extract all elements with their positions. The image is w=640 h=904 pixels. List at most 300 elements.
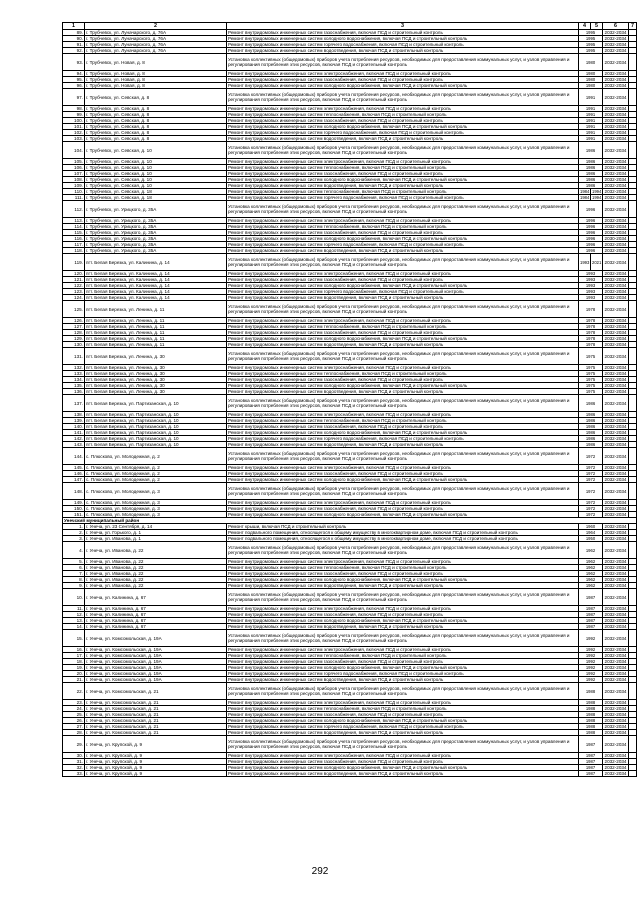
row-work-type: Ремонт внутридомовых инженерных систем горячего водоснабжения, включая ПСД и строительный контроль bbox=[227, 289, 579, 295]
row-address: пгт. Белая Березка, ул. Калинина, д. 14 bbox=[85, 271, 227, 277]
row-work-type: Ремонт внутридомовых инженерных систем газоснабжения, включая ПСД и строительный контроль bbox=[227, 330, 579, 336]
row-period: 2032-2034 bbox=[603, 730, 629, 736]
row-address: г. Унеча, ул. Калинина, д. 67 bbox=[85, 618, 227, 624]
row-work-type: Ремонт внутридомовых инженерных систем электроснабжения, включая ПСД и строительный контроль bbox=[227, 71, 579, 77]
row-number: 118. bbox=[63, 248, 85, 254]
row-number: 151. bbox=[63, 512, 85, 518]
row-address: с. Плюсково, ул. Молодежная, д. 3 bbox=[85, 512, 227, 518]
row-period: 2032-2034 bbox=[603, 612, 629, 618]
row-number: 33. bbox=[63, 771, 85, 777]
row-period: 2032-2034 bbox=[603, 283, 629, 289]
table-row bbox=[63, 542, 637, 559]
row-work-type: Ремонт внутридомовых инженерных систем теплоснабжения, включая ПСД и строительный контроль bbox=[227, 165, 579, 171]
row-address: с. Плюсково, ул. Молодежная, д. 2 bbox=[85, 465, 227, 471]
row-year: 1992 bbox=[579, 659, 603, 665]
row-number: 130. bbox=[63, 342, 85, 348]
row-work-type: Ремонт внутридомовых инженерных систем теплоснабжения, включая ПСД и строительный контроль bbox=[227, 418, 579, 424]
row-number: 111. bbox=[63, 195, 85, 201]
row-year: 1972 bbox=[579, 471, 603, 477]
row-period: 2032-2034 bbox=[603, 571, 629, 577]
row-period: 2032-2034 bbox=[603, 683, 629, 700]
row-year: 1996 bbox=[579, 236, 603, 242]
row-year: 1980 bbox=[579, 83, 603, 89]
row-year: 1972 bbox=[579, 448, 603, 465]
row-period: 2032-2034 bbox=[603, 565, 629, 571]
row-period: 2032-2034 bbox=[603, 165, 629, 171]
row-period: 2032-2034 bbox=[603, 112, 629, 118]
row-work-type: Ремонт внутридомовых инженерных систем газоснабжения, включая ПСД и строительный контроль bbox=[227, 77, 579, 83]
row-work-type: Ремонт внутридомовых инженерных систем теплоснабжения, включая ПСД и строительный контроль bbox=[227, 224, 579, 230]
document-sheet bbox=[62, 22, 636, 777]
row-address: г. Трубчевск, ул. Луначарского, д. 76А bbox=[85, 30, 227, 36]
row-work-type: Установка коллективных (общедомовых) приборов учета потребления ресурсов, необходимых для предоставления коммунальных услуг, и узлов управления и регулирования потребления этих ресурсов, включая ПСД и строительный контроль bbox=[227, 589, 579, 606]
row-number: 26. bbox=[63, 718, 85, 724]
row-work-type: Ремонт внутридомовых инженерных систем газоснабжения, включая ПСД и строительный контроль bbox=[227, 759, 579, 765]
row-year: 1988 bbox=[579, 683, 603, 700]
row-period: 2032-2034 bbox=[603, 106, 629, 112]
row-year: 1992 bbox=[579, 671, 603, 677]
row-period: 2032-2034 bbox=[603, 559, 629, 565]
row-work-type: Установка коллективных (общедомовых) приборов учета потребления ресурсов, необходимых для предоставления коммунальных услуг, и узлов управления и регулирования потребления этих ресурсов, включая ПСД и строительный контроль bbox=[227, 348, 579, 365]
row-number: 100. bbox=[63, 118, 85, 124]
table-row bbox=[63, 589, 637, 606]
header-row bbox=[63, 23, 637, 30]
row-number: 135. bbox=[63, 383, 85, 389]
row-year: 1950 bbox=[579, 536, 603, 542]
row-work-type: Ремонт внутридомовых инженерных систем теплоснабжения, включая ПСД и строительный контроль bbox=[227, 189, 579, 195]
row-address: г. Унеча, ул. Комсомольская, д. 19А bbox=[85, 653, 227, 659]
header-col-1: 1 bbox=[63, 23, 85, 30]
table-row bbox=[63, 89, 637, 106]
row-period: 2032-2034 bbox=[603, 724, 629, 730]
row-address: г. Трубчевск, ул. Севская, д. 10 bbox=[85, 142, 227, 159]
row-address: пгт. Белая Березка, ул. Ленина, д. 30 bbox=[85, 348, 227, 365]
row-address: г. Трубчевск, ул. Новая, д. 8 bbox=[85, 83, 227, 89]
row-work-type: Ремонт внутридомовых инженерных систем водоотведения, включая ПСД и строительный контроль bbox=[227, 136, 579, 142]
row-number: 4. bbox=[63, 542, 85, 559]
row-year: 1988 bbox=[579, 724, 603, 730]
row-period: 2032-2034 bbox=[603, 530, 629, 536]
row-year: 1993 bbox=[579, 254, 591, 271]
row-number: 18. bbox=[63, 659, 85, 665]
row-number: 31. bbox=[63, 759, 85, 765]
row-year: 1992 bbox=[579, 665, 603, 671]
row-year: 1984 bbox=[580, 195, 590, 200]
row-period: 2032-2034 bbox=[603, 171, 629, 177]
row-year: 1992 bbox=[579, 677, 603, 683]
row-year: 1996 bbox=[579, 242, 603, 248]
row-number: 93. bbox=[63, 54, 85, 71]
row-number: 20. bbox=[63, 671, 85, 677]
row-address: г. Трубчевск, ул. Луначарского, д. 76А bbox=[85, 48, 227, 54]
row-number: 120. bbox=[63, 271, 85, 277]
row-period: 2032-2034 bbox=[603, 736, 629, 753]
row-year: 1991 bbox=[579, 112, 603, 118]
row-work-type: Установка коллективных (общедомовых) приборов учета потребления ресурсов, необходимых для предоставления коммунальных услуг, и узлов управления и регулирования потребления этих ресурсов, включая ПСД и строительный контроль bbox=[227, 142, 579, 159]
row-period: 2032-2034 bbox=[603, 54, 629, 71]
row-address: пгт. Белая Березка, ул. Калинина, д. 14 bbox=[85, 277, 227, 283]
row-work-type: Ремонт внутридомовых инженерных систем холодного водоснабжения, включая ПСД и строительный контроль bbox=[227, 177, 579, 183]
row-work-type: Ремонт внутридомовых инженерных систем холодного водоснабжения, включая ПСД и строительный контроль bbox=[227, 236, 579, 242]
row-work-type: Ремонт внутридомовых инженерных систем водоотведения, включая ПСД и строительный контроль bbox=[227, 183, 579, 189]
row-address: пгт. Белая Березка, ул. Партизанская, д. 10 bbox=[85, 418, 227, 424]
row-period: 2032-2034 bbox=[603, 577, 629, 583]
row-year: 1986 bbox=[579, 177, 603, 183]
row-address: пгт. Белая Березка, ул. Ленина, д. 30 bbox=[85, 383, 227, 389]
row-year: 1972 bbox=[579, 477, 603, 483]
row-year: 1986 bbox=[579, 412, 603, 418]
row-work-type: Ремонт внутридомовых инженерных систем холодного водоснабжения, включая ПСД и строительный контроль bbox=[227, 577, 579, 583]
row-year: 1991 bbox=[579, 89, 603, 106]
header-col-2: 2 bbox=[85, 23, 227, 30]
row-extra bbox=[629, 542, 637, 559]
row-address: г. Трубчевск, ул. Севская, д. 8 bbox=[85, 118, 227, 124]
row-year: 1975 bbox=[579, 389, 603, 395]
row-year: 1987 bbox=[579, 618, 603, 624]
row-year: 1992 bbox=[579, 647, 603, 653]
row-period: 2032-2034 bbox=[603, 647, 629, 653]
row-number: 2. bbox=[63, 530, 85, 536]
row-number: 116. bbox=[63, 236, 85, 242]
row-year: 1993 bbox=[579, 283, 603, 289]
row-address: г. Унеча, ул. Иванова, д. 22 bbox=[85, 577, 227, 583]
row-period: 2032-2034 bbox=[603, 324, 629, 330]
row-period: 2032-2034 bbox=[603, 295, 629, 301]
row-work-type: Ремонт внутридомовых инженерных систем водоотведения, включая ПСД и строительный контроль bbox=[227, 442, 579, 448]
row-number: 110. bbox=[63, 189, 85, 195]
row-address: пгт. Белая Березка, ул. Ленина, д. 11 bbox=[85, 318, 227, 324]
table-row bbox=[63, 771, 637, 777]
row-extra bbox=[629, 683, 637, 700]
row-period: 2032-2034 bbox=[603, 336, 629, 342]
row-work-type: Ремонт внутридомовых инженерных систем водоотведения, включая ПСД и строительный контроль bbox=[227, 295, 579, 301]
header-col-4: 4 bbox=[579, 23, 591, 30]
row-period: 2032-2034 bbox=[603, 706, 629, 712]
row-period: 2032-2034 bbox=[603, 130, 629, 136]
row-work-type: Ремонт внутридомовых инженерных систем водоотведения, включая ПСД и строительный контроль bbox=[227, 48, 579, 54]
row-number: 137. bbox=[63, 395, 85, 412]
row-address: г. Трубчевск, ул. Севская, д. 8 bbox=[85, 136, 227, 142]
row-work-type: Ремонт внутридомовых инженерных систем водоотведения, включая ПСД и строительный контроль bbox=[227, 342, 579, 348]
row-number: 101. bbox=[63, 124, 85, 130]
row-address: пгт. Белая Березка, ул. Ленина, д. 11 bbox=[85, 342, 227, 348]
row-year: 1984 bbox=[580, 189, 590, 194]
row-address: с. Плюсково, ул. Молодежная, д. 3 bbox=[85, 483, 227, 500]
row-year: 1995 bbox=[579, 30, 603, 36]
row-work-type: Установка коллективных (общедомовых) приборов учета потребления ресурсов, необходимых для предоставления коммунальных услуг, и узлов управления и регулирования потребления этих ресурсов, включая ПСД и строительный контроль bbox=[227, 89, 579, 106]
row-work-type: Ремонт подвального помещения, относящегося к общему имуществу в многоквартирном доме, включая ПСД и строительный контроль bbox=[227, 530, 579, 536]
row-number: 129. bbox=[63, 336, 85, 342]
row-period: 2032-2034 bbox=[603, 659, 629, 665]
row-period: 2032-2034 bbox=[603, 89, 629, 106]
row-address: г. Трубчевск, ул. Новая, д. 8 bbox=[85, 71, 227, 77]
row-year: 1987 bbox=[579, 765, 603, 771]
row-number: 140. bbox=[63, 424, 85, 430]
row-period: 2032-2034 bbox=[603, 83, 629, 89]
row-period: 2032-2034 bbox=[603, 606, 629, 612]
row-address: г. Унеча, ул. Иванова, д. 22 bbox=[85, 542, 227, 559]
capital-repair-table bbox=[62, 22, 637, 777]
row-year: 1987 bbox=[579, 736, 603, 753]
row-work-type: Ремонт внутридомовых инженерных систем холодного водоснабжения, включая ПСД и строительный контроль bbox=[227, 83, 579, 89]
row-address: с. Плюсково, ул. Молодежная, д. 3 bbox=[85, 506, 227, 512]
row-number: 89. bbox=[63, 30, 85, 36]
row-number: 105. bbox=[63, 159, 85, 165]
row-period: 2032-2034 bbox=[603, 589, 629, 606]
row-address: г. Трубчевск, ул. Севская, д. 18 bbox=[85, 195, 227, 201]
row-number: 3. bbox=[63, 536, 85, 542]
row-work-type: Ремонт внутридомовых инженерных систем холодного водоснабжения, включая ПСД и строительный контроль bbox=[227, 618, 579, 624]
row-year: 1996 bbox=[579, 248, 603, 254]
row-year: 1988 bbox=[579, 730, 603, 736]
row-extra bbox=[629, 589, 637, 606]
row-work-type: Ремонт крыши, включая ПСД и строительный контроль bbox=[227, 524, 579, 530]
row-address: г. Унеча, ул. Комсомольская, д. 21 bbox=[85, 724, 227, 730]
row-year: 1975 bbox=[579, 365, 603, 371]
row-number: 145. bbox=[63, 465, 85, 471]
row-period: 2032-2034 bbox=[603, 118, 629, 124]
row-work-type: Ремонт внутридомовых инженерных систем электроснабжения, включая ПСД и строительный контроль bbox=[227, 365, 579, 371]
row-period: 2032-2034 bbox=[603, 389, 629, 395]
row-period: 2032-2034 bbox=[603, 483, 629, 500]
row-work-type: Ремонт внутридомовых инженерных систем холодного водоснабжения, включая ПСД и строительный контроль bbox=[227, 124, 579, 130]
row-period: 2032-2034 bbox=[603, 201, 629, 218]
row-number: 99. bbox=[63, 112, 85, 118]
row-work-type: Ремонт подвального помещения, относящегося к общему имуществу в многоквартирном доме, включая ПСД и строительный контроль bbox=[227, 536, 579, 542]
row-extra bbox=[629, 54, 637, 71]
row-address: с. Плюсково, ул. Молодежная, д. 2 bbox=[85, 448, 227, 465]
row-address: г. Трубчевск, ул. Севская, д. 10 bbox=[85, 159, 227, 165]
row-address: пгт. Белая Березка, ул. Ленина, д. 30 bbox=[85, 371, 227, 377]
row-address: г. Трубчевск, ул. Луначарского, д. 76А bbox=[85, 42, 227, 48]
row-period: 2032-2034 bbox=[603, 771, 629, 777]
row-year: 1987 bbox=[579, 589, 603, 606]
row-work-type: Ремонт внутридомовых инженерных систем водоотведения, включая ПСД и строительный контроль bbox=[227, 771, 579, 777]
row-number: 126. bbox=[63, 318, 85, 324]
row-year: 1995 bbox=[579, 48, 603, 54]
row-number: 23. bbox=[63, 700, 85, 706]
row-work-type: Ремонт внутридомовых инженерных систем холодного водоснабжения, включая ПСД и строительный контроль bbox=[227, 430, 579, 436]
row-period: 2032-2034 bbox=[603, 536, 629, 542]
row-period: 2032-2034 bbox=[603, 42, 629, 48]
row-address: пгт. Белая Березка, ул. Партизанская, д. 10 bbox=[85, 442, 227, 448]
row-year: 1988 bbox=[579, 712, 603, 718]
row-year-secondary: 2021 bbox=[591, 254, 603, 271]
row-number: 147. bbox=[63, 477, 85, 483]
row-address: пгт. Белая Березка, ул. Партизанская, д. 10 bbox=[85, 436, 227, 442]
row-address: г. Трубчевск, ул. Урицкого, д. 35А bbox=[85, 242, 227, 248]
row-extra bbox=[629, 395, 637, 412]
row-work-type: Установка коллективных (общедомовых) приборов учета потребления ресурсов, необходимых для предоставления коммунальных услуг, и узлов управления и регулирования потребления этих ресурсов, включая ПСД и строительный контроль bbox=[227, 483, 579, 500]
row-year: 1991 bbox=[579, 106, 603, 112]
row-address: г. Трубчевск, ул. Севская, д. 10 bbox=[85, 171, 227, 177]
row-period: 2032-2034 bbox=[603, 424, 629, 430]
row-address: г. Унеча, ул. Комсомольская, д. 19А bbox=[85, 671, 227, 677]
row-year: 1978 bbox=[579, 330, 603, 336]
row-work-type: Ремонт внутридомовых инженерных систем теплоснабжения, включая ПСД и строительный контроль bbox=[227, 565, 579, 571]
row-extra bbox=[629, 301, 637, 318]
row-work-type: Ремонт внутридомовых инженерных систем электроснабжения, включая ПСД и строительный контроль bbox=[227, 106, 579, 112]
row-work-type: Установка коллективных (общедомовых) приборов учета потребления ресурсов, необходимых для предоставления коммунальных услуг, и узлов управления и регулирования потребления этих ресурсов, включая ПСД и строительный контроль bbox=[227, 54, 579, 71]
row-address: г. Трубчевск, ул. Урицкого, д. 35А bbox=[85, 218, 227, 224]
table-row bbox=[63, 201, 637, 218]
row-period: 2032-2034 bbox=[603, 653, 629, 659]
row-year: 1972 bbox=[579, 465, 603, 471]
table-row bbox=[63, 736, 637, 753]
row-period: 2032-2034 bbox=[603, 542, 629, 559]
row-work-type: Ремонт внутридомовых инженерных систем горячего водоснабжения, включая ПСД и строительный контроль bbox=[227, 671, 579, 677]
row-work-type: Ремонт внутридомовых инженерных систем водоотведения, включая ПСД и строительный контроль bbox=[227, 624, 579, 630]
row-period: 2032-2034 bbox=[603, 512, 629, 518]
row-number: 122. bbox=[63, 283, 85, 289]
row-number: 112. bbox=[63, 201, 85, 218]
row-period: 2032-2034 bbox=[603, 36, 629, 42]
section-title: Унечский муниципальный район bbox=[63, 518, 637, 524]
row-work-type: Ремонт внутридомовых инженерных систем электроснабжения, включая ПСД и строительный контроль bbox=[227, 271, 579, 277]
row-period: 2032-2034 bbox=[603, 712, 629, 718]
row-address: пгт. Белая Березка, ул. Ленина, д. 11 bbox=[85, 324, 227, 330]
row-extra bbox=[629, 254, 637, 271]
row-number: 142. bbox=[63, 436, 85, 442]
row-work-type: Ремонт внутридомовых инженерных систем газоснабжения, включая ПСД и строительный контроль bbox=[227, 571, 579, 577]
row-number: 92. bbox=[63, 48, 85, 54]
row-number: 119. bbox=[63, 254, 85, 271]
row-number: 98. bbox=[63, 106, 85, 112]
row-year: 1978 bbox=[579, 301, 603, 318]
row-work-type: Ремонт внутридомовых инженерных систем газоснабжения, включая ПСД и строительный контроль bbox=[227, 659, 579, 665]
row-address: г. Трубчевск, ул. Новая, д. 8 bbox=[85, 54, 227, 71]
row-number: 8. bbox=[63, 577, 85, 583]
row-address: пгт. Белая Березка, ул. Партизанская, д. 10 bbox=[85, 430, 227, 436]
row-period: 2032-2034 bbox=[603, 365, 629, 371]
row-period: 2032-2034 bbox=[603, 624, 629, 630]
row-period: 2032-2034 bbox=[603, 342, 629, 348]
row-number: 109. bbox=[63, 183, 85, 189]
row-extra bbox=[629, 736, 637, 753]
row-work-type: Ремонт внутридомовых инженерных систем газоснабжения, включая ПСД и строительный контроль bbox=[227, 118, 579, 124]
row-number: 106. bbox=[63, 165, 85, 171]
row-number: 21. bbox=[63, 677, 85, 683]
row-address: г. Трубчевск, ул. Севская, д. 10 bbox=[85, 165, 227, 171]
row-year: 1975 bbox=[579, 377, 603, 383]
row-period: 2032-2034 bbox=[603, 471, 629, 477]
row-work-type: Ремонт внутридомовых инженерных систем электроснабжения, включая ПСД и строительный контроль bbox=[227, 559, 579, 565]
row-address: г. Унеча, ул. Горького, д. 1 bbox=[85, 530, 227, 536]
row-work-type: Ремонт внутридомовых инженерных систем теплоснабжения, включая ПСД и строительный контроль bbox=[227, 324, 579, 330]
row-year: 1993 bbox=[579, 289, 603, 295]
header-col-7: 7 bbox=[629, 23, 637, 30]
row-address: г. Унеча, ул. Калинина, д. 67 bbox=[85, 624, 227, 630]
row-year: 1986 bbox=[579, 395, 603, 412]
row-number: 123. bbox=[63, 289, 85, 295]
row-year: 1962 bbox=[579, 577, 603, 583]
row-number: 144. bbox=[63, 448, 85, 465]
row-year: 1991 bbox=[579, 124, 603, 130]
row-period: 2032-2034 bbox=[603, 124, 629, 130]
row-address: г. Унеча, ул. Комсомольская, д. 21 bbox=[85, 706, 227, 712]
row-work-type: Ремонт внутридомовых инженерных систем электроснабжения, включая ПСД и строительный контроль bbox=[227, 647, 579, 653]
row-address: г. Унеча, ул. Комсомольская, д. 19А bbox=[85, 659, 227, 665]
row-period: 2030-2034 bbox=[603, 236, 629, 242]
row-period: 2032-2034 bbox=[603, 677, 629, 683]
row-year: 1962 bbox=[579, 559, 603, 565]
table-row bbox=[63, 254, 637, 271]
row-period: 2032-2034 bbox=[603, 230, 629, 236]
row-number: 29. bbox=[63, 736, 85, 753]
row-work-type: Установка коллективных (общедомовых) приборов учета потребления ресурсов, необходимых для предоставления коммунальных услуг, и узлов управления и регулирования потребления этих ресурсов, включая ПСД и строительный контроль bbox=[227, 301, 579, 318]
row-year: 1962 bbox=[579, 571, 603, 577]
row-address: г. Трубчевск, ул. Севская, д. 18 bbox=[85, 189, 227, 195]
row-work-type: Ремонт внутридомовых инженерных систем теплоснабжения, включая ПСД и строительный контроль bbox=[227, 706, 579, 712]
row-work-type: Ремонт внутридомовых инженерных систем газоснабжения, включая ПСД и строительный контроль bbox=[227, 377, 579, 383]
row-year: 1980 bbox=[579, 77, 603, 83]
row-year: 1986 bbox=[579, 171, 603, 177]
row-address: г. Унеча, ул. Калинина, д. 67 bbox=[85, 612, 227, 618]
row-work-type: Ремонт внутридомовых инженерных систем холодного водоснабжения, включая ПСД и строительный контроль bbox=[227, 718, 579, 724]
row-address: пгт. Белая Березка, ул. Калинина, д. 14 bbox=[85, 283, 227, 289]
row-extra bbox=[629, 201, 637, 218]
row-number: 107. bbox=[63, 171, 85, 177]
row-year: 1995 bbox=[579, 36, 603, 42]
row-number: 124. bbox=[63, 295, 85, 301]
table-row bbox=[63, 483, 637, 500]
row-year: 1972 bbox=[579, 500, 603, 506]
row-address: г. Унеча, ул. Калинина, д. 67 bbox=[85, 606, 227, 612]
row-year: 1962 bbox=[579, 583, 603, 589]
row-address: пгт. Белая Березка, ул. Калинина, д. 14 bbox=[85, 289, 227, 295]
row-address: г. Унеча, ул. Комсомольская, д. 19А bbox=[85, 647, 227, 653]
row-address: г. Унеча, ул. Комсомольская, д. 21 bbox=[85, 730, 227, 736]
row-period: 2032-2034 bbox=[603, 500, 629, 506]
row-year: 1988 bbox=[579, 700, 603, 706]
row-work-type: Ремонт внутридомовых инженерных систем теплоснабжения, включая ПСД и строительный контроль bbox=[227, 371, 579, 377]
row-number: 128. bbox=[63, 330, 85, 336]
table-row bbox=[63, 348, 637, 365]
row-address: пгт. Белая Березка, ул. Калинина, д. 14 bbox=[85, 254, 227, 271]
row-year: 1996 bbox=[579, 218, 603, 224]
row-number: 12. bbox=[63, 612, 85, 618]
page-number: 292 bbox=[311, 866, 329, 877]
row-work-type: Ремонт внутридомовых инженерных систем холодного водоснабжения, включая ПСД и строительный контроль bbox=[227, 36, 579, 42]
row-year: 1992 bbox=[579, 630, 603, 647]
row-year: 1996 bbox=[579, 230, 603, 236]
row-period: 2032-2034 bbox=[603, 30, 629, 36]
row-year: 1986 bbox=[579, 442, 603, 448]
row-year: 1993 bbox=[579, 271, 603, 277]
row-address: г. Унеча, ул. Комсомольская, д. 21 bbox=[85, 718, 227, 724]
row-period: 2032-2034 bbox=[603, 418, 629, 424]
row-number: 103. bbox=[63, 136, 85, 142]
row-year: 1991 bbox=[579, 118, 603, 124]
row-work-type: Ремонт внутридомовых инженерных систем газоснабжения, включая ПСД и строительный контроль bbox=[227, 712, 579, 718]
row-number: 91. bbox=[63, 42, 85, 48]
row-period: 2032-2034 bbox=[603, 759, 629, 765]
table-row bbox=[63, 630, 637, 647]
row-address: г. Трубчевск, ул. Севская, д. 8 bbox=[85, 106, 227, 112]
row-address: г. Трубчевск, ул. Луначарского, д. 76А bbox=[85, 36, 227, 42]
row-work-type: Ремонт внутридомовых инженерных систем горячего водоснабжения, включая ПСД и строительный контроль bbox=[227, 130, 579, 136]
row-work-type: Ремонт внутридомовых инженерных систем газоснабжения, включая ПСД и строительный контроль bbox=[227, 424, 579, 430]
row-number: 11. bbox=[63, 606, 85, 612]
row-period: 2032-2034 bbox=[603, 318, 629, 324]
row-number: 117. bbox=[63, 242, 85, 248]
row-number: 113. bbox=[63, 218, 85, 224]
row-work-type: Ремонт внутридомовых инженерных систем горячего водоснабжения, включая ПСД и строительный контроль bbox=[227, 724, 579, 730]
row-year: 1987 bbox=[579, 606, 603, 612]
row-address: пгт. Белая Березка, ул. Ленина, д. 11 bbox=[85, 336, 227, 342]
row-year: 1972 bbox=[579, 506, 603, 512]
row-address: г. Унеча, ул. Калинина, д. 67 bbox=[85, 589, 227, 606]
